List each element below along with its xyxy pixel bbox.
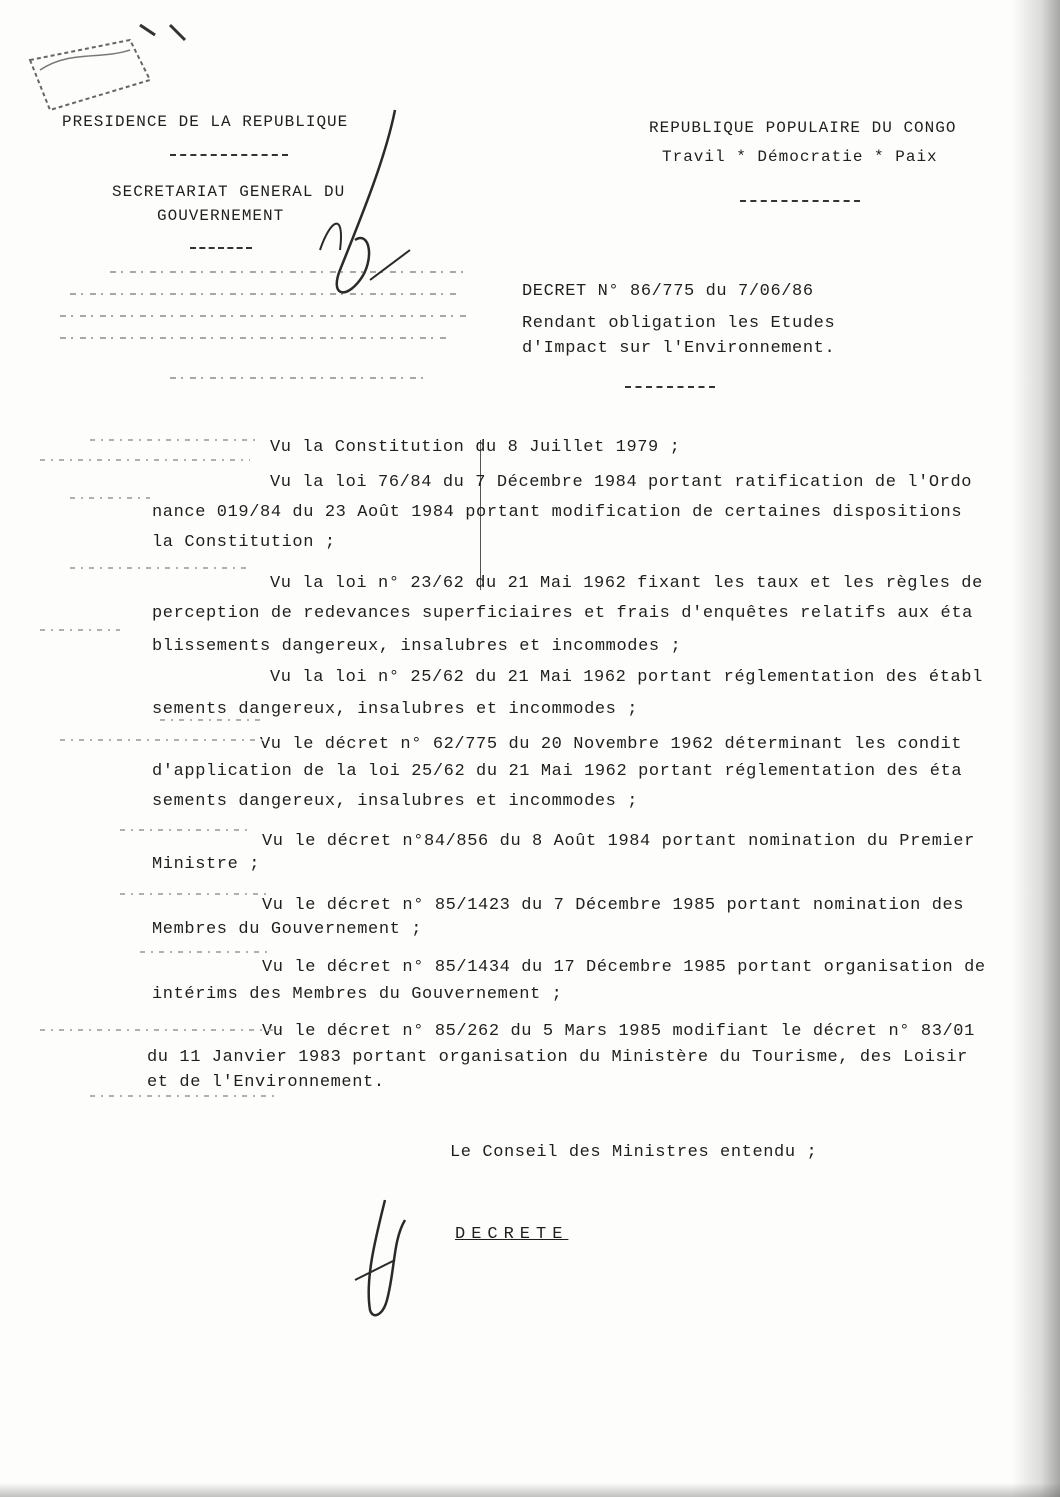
stamp-smudge	[10, 10, 210, 120]
visa-line: Vu le décret n° 85/262 du 5 Mars 1985 modifiant le décret n° 83/01	[262, 1022, 975, 1041]
scan-edge-right	[1012, 0, 1060, 1497]
presidency-title: PRESIDENCE DE LA REPUBLIQUE	[62, 113, 349, 131]
government-title: GOUVERNEMENT	[157, 207, 285, 225]
decree-subject-line-1: Rendant obligation les Etudes	[522, 314, 836, 333]
divider	[190, 247, 252, 249]
visa-line: la Constitution ;	[152, 533, 336, 552]
visa-line: sements dangereux, insalubres et incommodes ;	[152, 700, 639, 719]
signature-mark	[335, 1190, 425, 1330]
decrete-heading: DECRETE	[455, 1225, 569, 1244]
visa-line: Vu le décret n° 62/775 du 20 Novembre 1962 déterminant les condit	[260, 735, 963, 754]
republic-title: REPUBLIQUE POPULAIRE DU CONGO	[649, 119, 957, 137]
visa-line: et de l'Environnement.	[147, 1073, 385, 1092]
visa-line: nance 019/84 du 23 Août 1984 portant modification de certaines dispositions	[152, 503, 963, 522]
margin-bleed-marks	[30, 430, 290, 1130]
visa-line: Ministre ;	[152, 855, 261, 874]
visa-line: intérims des Membres du Gouvernement ;	[152, 985, 563, 1004]
visa-line: Vu le décret n° 85/1434 du 17 Décembre 1985 portant organisation de	[262, 958, 986, 977]
scan-edge-bottom	[0, 1483, 1060, 1497]
divider	[625, 386, 715, 388]
visa-line: Membres du Gouvernement ;	[152, 920, 423, 939]
visa-line: sements dangereux, insalubres et incommodes ;	[152, 792, 639, 811]
visa-line: Vu la loi 76/84 du 7 Décembre 1984 portant ratification de l'Ordo	[270, 473, 973, 492]
visa-line: blissements dangereux, insalubres et incommodes ;	[152, 637, 682, 656]
motto: Travil * Démocratie * Paix	[662, 148, 938, 166]
divider	[740, 200, 860, 202]
divider	[170, 154, 288, 156]
visa-line: Vu la loi n° 23/62 du 21 Mai 1962 fixant les taux et les règles de	[270, 574, 983, 593]
decree-number: DECRET N° 86/775 du 7/06/86	[522, 282, 814, 301]
secretariat-title: SECRETARIAT GENERAL DU	[112, 183, 346, 201]
decree-subject-line-2: d'Impact sur l'Environnement.	[522, 339, 836, 358]
visa-line: d'application de la loi 25/62 du 21 Mai 1962 portant réglementation des éta	[152, 762, 963, 781]
visa-line: du 11 Janvier 1983 portant organisation du Ministère du Tourisme, des Loisir	[147, 1048, 968, 1067]
visa-line: Vu la Constitution du 8 Juillet 1979 ;	[270, 438, 681, 457]
bleed-through-marks	[50, 260, 520, 380]
visa-line: perception de redevances superficiaires et frais d'enquêtes relatifs aux éta	[152, 604, 973, 623]
signature-mark	[300, 100, 440, 330]
visa-line: Vu le décret n° 85/1423 du 7 Décembre 1985 portant nomination des	[262, 896, 965, 915]
council-statement: Le Conseil des Ministres entendu ;	[450, 1143, 818, 1162]
visa-line: Vu le décret n°84/856 du 8 Août 1984 portant nomination du Premier	[262, 832, 975, 851]
visa-line: Vu la loi n° 25/62 du 21 Mai 1962 portant réglementation des établ	[270, 668, 983, 687]
